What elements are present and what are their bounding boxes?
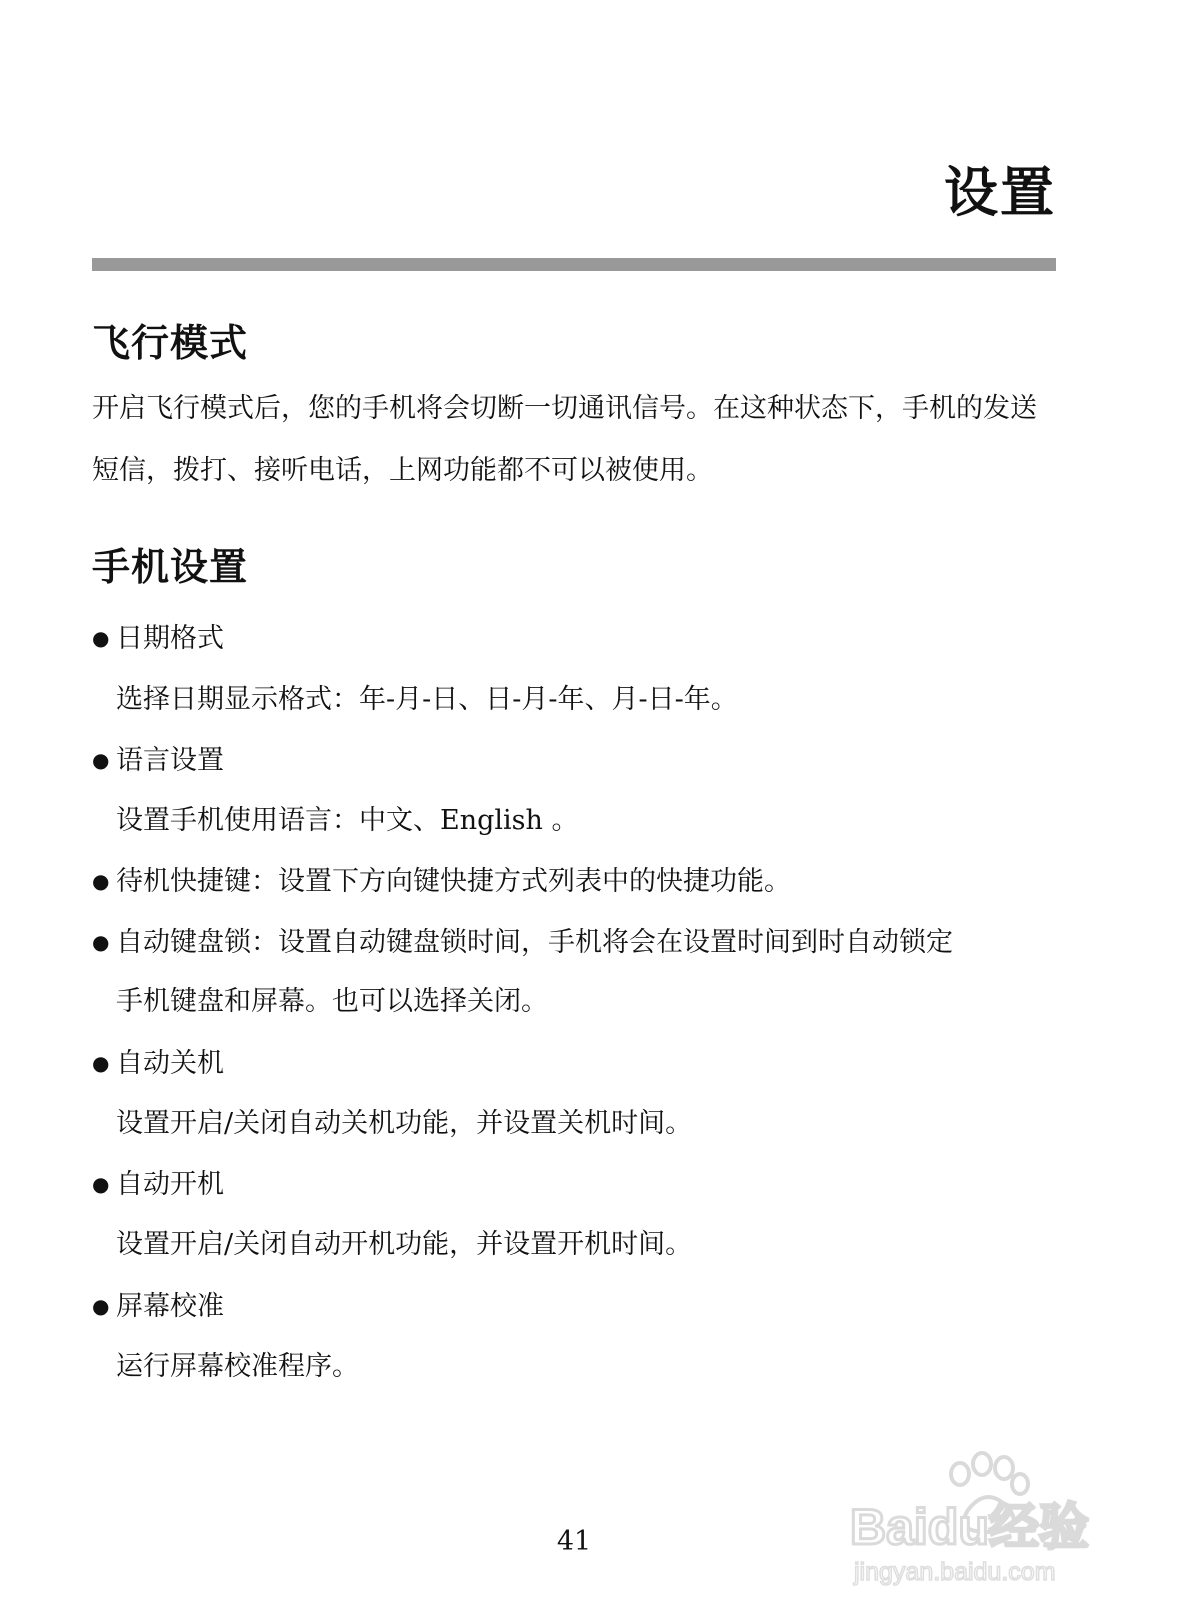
list-item-label: 日期格式 <box>116 623 224 654</box>
list-item-desc: 设置手机使用语言：中文、English 。 <box>116 805 579 836</box>
watermark-url: jingyan.baidu.com <box>854 1558 1056 1586</box>
chapter-title: 设置 <box>944 161 1056 224</box>
bullet-icon: ● <box>92 626 110 650</box>
list-item-standby-shortcut <box>92 861 791 902</box>
list-item-auto-keylock <box>92 922 953 963</box>
section-heading-phone-settings: 手机设置 <box>92 545 249 589</box>
page-number: 41 <box>556 1526 592 1557</box>
list-item-label: 自动关机 <box>116 1048 224 1079</box>
list-item-auto-power-on <box>92 1164 224 1205</box>
list-item-label: 自动键盘锁：设置自动键盘锁时间，手机将会在设置时间到时自动锁定 <box>116 927 953 958</box>
bullet-icon: ● <box>92 1051 110 1075</box>
bullet-icon: ● <box>92 930 110 954</box>
bullet-icon: ● <box>92 869 110 893</box>
list-item-auto-power-off <box>92 1043 224 1084</box>
list-item-label: 待机快捷键：设置下方向键快捷方式列表中的快捷功能。 <box>116 866 791 897</box>
flight-mode-paragraph: 开启飞行模式后，您的手机将会切断一切通讯信号。在这种状态下，手机的发送短信，拨打、接听电话，上网功能都不可以被使用。 <box>92 393 1037 486</box>
list-item-desc: 设置开启/关闭自动关机功能，并设置关机时间。 <box>116 1108 693 1139</box>
paw-icon <box>848 1440 1148 1590</box>
list-item-date-format <box>92 618 224 659</box>
list-item-screen-calibration <box>92 1286 224 1327</box>
baidu-watermark <box>848 1440 1148 1590</box>
list-item-continuation: 手机键盘和屏幕。也可以选择关闭。 <box>116 986 548 1017</box>
list-item-desc: 设置开启/关闭自动开机功能，并设置开机时间。 <box>116 1229 693 1260</box>
watermark-brand: Baidu经验 <box>850 1499 1089 1555</box>
list-item-desc: 选择日期显示格式：年-月-日、日-月-年、月-日-年。 <box>116 684 738 715</box>
list-item-desc: 运行屏幕校准程序。 <box>116 1351 359 1382</box>
list-item-label: 自动开机 <box>116 1169 224 1200</box>
list-item-label: 屏幕校准 <box>116 1291 224 1322</box>
list-item-label: 语言设置 <box>116 745 224 776</box>
bullet-icon: ● <box>92 1172 110 1196</box>
list-item-language <box>92 740 224 781</box>
bullet-icon: ● <box>92 748 110 772</box>
bullet-icon: ● <box>92 1294 110 1318</box>
section-heading-flight-mode: 飞行模式 <box>92 321 249 365</box>
title-rule <box>92 258 1056 271</box>
